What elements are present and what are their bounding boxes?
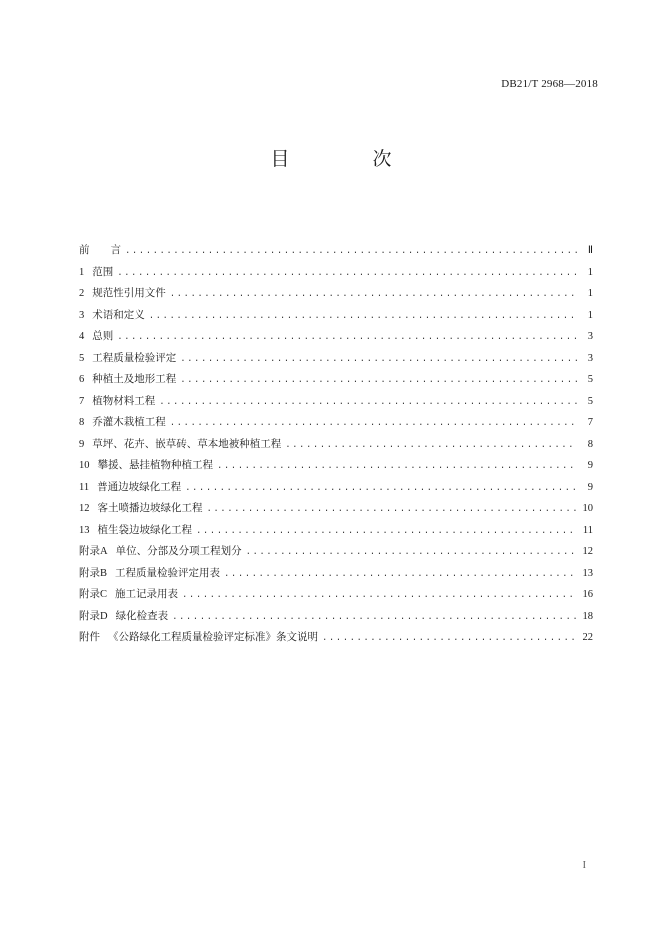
toc-entry-number: 3: [79, 309, 85, 321]
toc-entry-page: Ⅱ: [587, 245, 593, 256]
toc-entry[interactable]: [79, 606, 593, 628]
footer-page-number: I: [582, 860, 586, 871]
toc-entry-number: 附录C: [79, 589, 108, 600]
toc-entry-page: 5: [587, 395, 593, 407]
toc-entry-label: 单位、分部及分项工程划分: [115, 545, 242, 557]
toc-entry-number: 1: [79, 266, 85, 278]
toc-leader-dots: [207, 499, 578, 521]
toc-entry[interactable]: [79, 240, 593, 262]
toc-entry-page: 3: [587, 352, 593, 364]
toc-leader-dots: [246, 542, 577, 564]
toc-entry-label: 绿化检查表: [115, 609, 169, 622]
toc-entry-number: 9: [79, 438, 85, 450]
toc-entry-label: 前 言: [79, 244, 121, 256]
toc-entry-number: 2: [79, 288, 85, 299]
toc-entry-number: 附录D: [79, 610, 108, 622]
toc-entry-page: 5: [587, 374, 593, 385]
toc-entry-page: 1: [587, 288, 593, 299]
toc-entry-number: 5: [79, 352, 85, 364]
toc-entry[interactable]: [79, 563, 593, 585]
standard-code: DB21/T 2968—2018: [501, 78, 598, 90]
toc-entry-number: 8: [79, 417, 85, 428]
toc-entry[interactable]: [79, 434, 593, 456]
toc-entry[interactable]: [79, 305, 593, 327]
toc-entry-page: 7: [587, 417, 593, 428]
toc-leader-dots: [224, 564, 577, 586]
toc-entry-number: 12: [79, 503, 90, 514]
toc-entry-page: 18: [582, 610, 593, 622]
toc-entry-label: 普通边坡绿化工程: [97, 480, 182, 493]
toc-entry-page: 1: [587, 309, 593, 321]
toc-entry-label: 乔灌木栽植工程: [92, 416, 166, 428]
toc-entry-number: 附录B: [79, 567, 108, 579]
toc-entry-label: 施工记录用表: [115, 588, 179, 600]
toc-entry-label: 工程质量检验评定: [92, 351, 177, 364]
toc-leader-dots: [125, 241, 577, 263]
toc-entry[interactable]: [79, 412, 593, 434]
toc-leader-dots: [170, 413, 577, 435]
toc-leader-dots: [180, 349, 577, 371]
toc-entry-label: 植物材料工程: [92, 394, 156, 407]
toc-entry-page: 12: [582, 546, 593, 557]
table-of-contents: [79, 240, 593, 649]
toc-entry[interactable]: [79, 348, 593, 370]
toc-entry[interactable]: [79, 283, 593, 305]
toc-entry[interactable]: [79, 584, 593, 606]
toc-entry-page: 9: [587, 460, 593, 471]
toc-entry-page: 10: [582, 503, 593, 514]
toc-entry-page: 11: [582, 524, 593, 536]
toc-leader-dots: [172, 607, 577, 629]
toc-entry-label: 客土喷播边坡绿化工程: [97, 502, 203, 514]
toc-entry-page: 16: [582, 589, 593, 600]
toc-entry[interactable]: [79, 498, 593, 520]
toc-entry-label: 草坪、花卉、嵌草砖、草本地被种植工程: [92, 437, 282, 450]
toc-entry-page: 9: [587, 481, 593, 493]
toc-entry-number: 13: [79, 524, 90, 536]
toc-entry-number: 11: [79, 481, 90, 493]
toc-entry-label: 总则: [92, 330, 114, 342]
toc-entry[interactable]: [79, 477, 593, 499]
toc-leader-dots: [322, 628, 577, 650]
toc-entry[interactable]: [79, 455, 593, 477]
toc-entry-page: 3: [587, 331, 593, 342]
toc-entry-label: 植生袋边坡绿化工程: [97, 523, 192, 536]
toc-entry[interactable]: [79, 262, 593, 284]
toc-entry-number: 10: [79, 460, 90, 471]
toc-leader-dots: [149, 306, 577, 328]
toc-entry-number: 附件: [79, 632, 100, 643]
toc-leader-dots: [285, 435, 577, 457]
toc-entry-page: 13: [582, 567, 593, 579]
toc-entry[interactable]: [79, 627, 593, 649]
toc-entry-number: 6: [79, 374, 85, 385]
toc-entry-label: 范围: [92, 265, 114, 278]
toc-entry-label: 种植土及地形工程: [92, 373, 177, 385]
toc-leader-dots: [170, 284, 577, 306]
toc-leader-dots: [182, 585, 577, 607]
page-title: 目 次: [270, 148, 424, 170]
toc-entry[interactable]: [79, 369, 593, 391]
toc-entry-label: 工程质量检验评定用表: [115, 566, 221, 579]
toc-leader-dots: [185, 478, 577, 500]
toc-entry-page: 8: [587, 438, 593, 450]
toc-leader-dots: [180, 370, 577, 392]
toc-entry-number: 附录A: [79, 546, 108, 557]
toc-entry[interactable]: [79, 520, 593, 542]
toc-entry-number: 7: [79, 395, 85, 407]
toc-entry-number: 4: [79, 331, 85, 342]
toc-leader-dots: [196, 521, 577, 543]
toc-entry[interactable]: [79, 391, 593, 413]
toc-entry[interactable]: [79, 541, 593, 563]
toc-entry-page: 1: [587, 266, 593, 278]
toc-entry-label: 《公路绿化工程质量检验评定标准》条文说明: [108, 631, 318, 643]
toc-entry-label: 术语和定义: [92, 308, 145, 321]
toc-leader-dots: [117, 263, 577, 285]
toc-entry-label: 规范性引用文件: [92, 287, 166, 299]
toc-entry[interactable]: [79, 326, 593, 348]
toc-entry-page: 22: [582, 632, 593, 643]
toc-entry-label: 攀援、悬挂植物种植工程: [97, 459, 213, 471]
toc-leader-dots: [217, 456, 577, 478]
toc-leader-dots: [159, 392, 577, 414]
toc-leader-dots: [117, 327, 577, 349]
